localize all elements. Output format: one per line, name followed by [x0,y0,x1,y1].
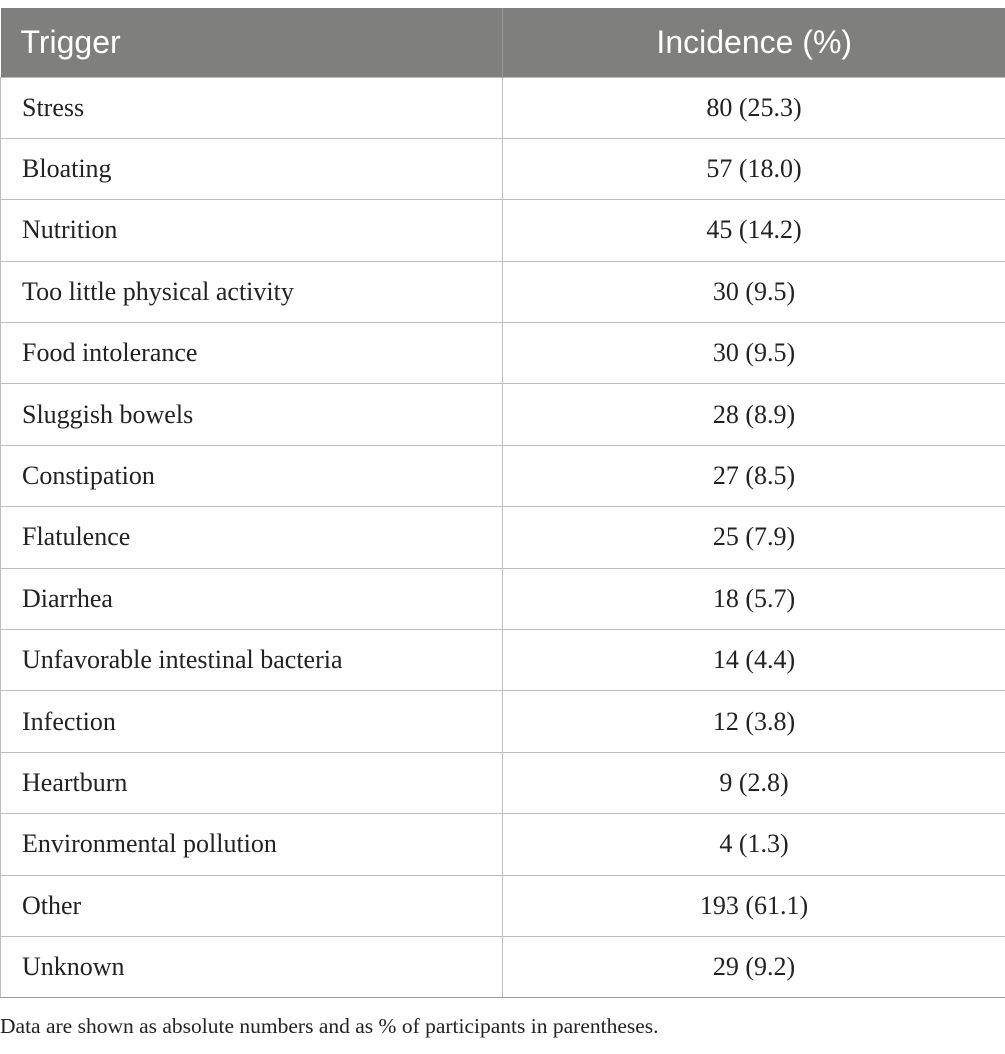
table-row [1,752,1005,813]
incidence-cell: 4 (1.3) [503,814,1005,875]
trigger-cell: Constipation [1,445,503,506]
table-row [1,568,1005,629]
table-header [1,8,1005,77]
incidence-cell: 25 (7.9) [503,507,1005,568]
trigger-cell: Sluggish bowels [1,384,503,445]
trigger-cell: Diarrhea [1,568,503,629]
incidence-cell: 18 (5.7) [503,568,1005,629]
incidence-cell: 193 (61.1) [503,875,1005,936]
table-row [1,200,1005,261]
trigger-cell: Unknown [1,936,503,997]
incidence-cell: 14 (4.4) [503,630,1005,691]
trigger-incidence-table [0,8,1005,998]
header-incidence: Incidence (%) [503,8,1005,77]
trigger-cell: Too little physical activity [1,261,503,322]
incidence-cell: 57 (18.0) [503,138,1005,199]
table-row [1,936,1005,997]
incidence-cell: 27 (8.5) [503,445,1005,506]
incidence-cell: 30 (9.5) [503,261,1005,322]
incidence-cell: 80 (25.3) [503,77,1005,138]
trigger-cell: Other [1,875,503,936]
trigger-cell: Environmental pollution [1,814,503,875]
header-row [1,8,1005,77]
trigger-cell: Stress [1,77,503,138]
table-row [1,384,1005,445]
header-trigger: Trigger [1,8,503,77]
table-footnote: Data are shown as absolute numbers and as % of participants in parentheses. [0,1014,659,1038]
incidence-cell: 28 (8.9) [503,384,1005,445]
table-row [1,261,1005,322]
table-row [1,630,1005,691]
table-row [1,875,1005,936]
table-row [1,507,1005,568]
trigger-cell: Flatulence [1,507,503,568]
trigger-cell: Nutrition [1,200,503,261]
trigger-cell: Bloating [1,138,503,199]
table-row [1,77,1005,138]
trigger-cell: Unfavorable intestinal bacteria [1,630,503,691]
incidence-cell: 45 (14.2) [503,200,1005,261]
table-row [1,445,1005,506]
incidence-cell: 29 (9.2) [503,936,1005,997]
trigger-cell: Heartburn [1,752,503,813]
incidence-cell: 30 (9.5) [503,323,1005,384]
trigger-cell: Infection [1,691,503,752]
incidence-cell: 9 (2.8) [503,752,1005,813]
table-row [1,814,1005,875]
trigger-cell: Food intolerance [1,323,503,384]
table-row [1,691,1005,752]
trigger-table-container [0,8,1005,998]
table-row [1,323,1005,384]
table-body [1,77,1005,998]
table-row [1,138,1005,199]
incidence-cell: 12 (3.8) [503,691,1005,752]
